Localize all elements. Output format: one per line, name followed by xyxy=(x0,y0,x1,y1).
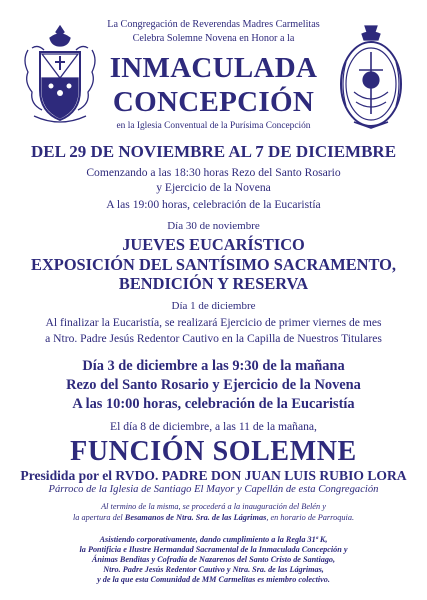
closing-line-2-end: , en horario de Parroquia. xyxy=(266,513,355,522)
footer-line-1: Asistiendo corporativamente, dando cumplimiento a la Regla 31ª K, xyxy=(99,535,328,544)
closing-line-2 xyxy=(0,513,427,522)
novena-line-2: y Ejercicio de la Novena xyxy=(156,181,271,194)
closing-line-2-start: la apertura del xyxy=(72,513,125,522)
funcion-solemne-title: FUNCIÓN SOLEMNE xyxy=(70,436,357,467)
day8-label: El día 8 de diciembre, a las 11 de la mañana, xyxy=(110,420,317,433)
novena-line-1: Comenzando a las 18:30 horas Rezo del Santo Rosario xyxy=(86,166,341,179)
presided-by: Presidida por el RVDO. PADRE DON JUAN LUIS RUBIO LORA xyxy=(20,468,407,483)
church-subtitle: en la Iglesia Conventual de la Purísima Concepción xyxy=(116,121,311,131)
title-inmaculada: INMACULADA xyxy=(109,52,318,84)
footer-line-2: la Pontificia e Ilustre Hermandad Sacramental de la Inmaculada Concepción y xyxy=(79,545,348,554)
day30-benediction: BENDICIÓN Y RESERVA xyxy=(118,274,309,293)
parish-priest-line: Párroco de la Iglesia de Santiago El Mayor y Capellán de esta Congregación xyxy=(48,484,379,495)
header-line-1: La Congregación de Reverendas Madres Carmelitas xyxy=(107,19,320,30)
footer-line-3: Ánimas Benditas y Cofradía de Nazarenos del Santo Cristo de Santiago, xyxy=(91,555,336,564)
day3-eucharist: A las 10:00 horas, celebración de la Eucaristía xyxy=(72,396,355,412)
day30-title: JUEVES EUCARÍSTICO xyxy=(122,235,305,254)
besamanos-text: Besamanos de Ntra. Sra. de las Lágrimas xyxy=(124,513,267,522)
day3-rosary: Rezo del Santo Rosario y Ejercicio de la Novena xyxy=(66,377,361,393)
day1-line-1: Al finalizar la Eucaristía, se realizará Ejercicio de primer viernes de mes xyxy=(45,316,382,329)
novena-line-3: A las 19:00 horas, celebración de la Eucaristía xyxy=(106,198,321,211)
day30-label: Día 30 de noviembre xyxy=(167,220,260,232)
novena-dates: DEL 29 DE NOVIEMBRE AL 7 DE DICIEMBRE xyxy=(30,142,397,161)
header-line-2: Celebra Solemne Novena en Honor a la xyxy=(132,33,295,44)
closing-line-1: Al termino de la misma, se procederá a la inauguración del Belén y xyxy=(101,502,326,511)
title-concepcion: CONCEPCIÓN xyxy=(112,86,315,118)
day30-exposition: EXPOSICIÓN DEL SANTÍSIMO SACRAMENTO, xyxy=(31,255,396,274)
footer-line-5: y de la que esta Comunidad de MM Carmelitas es miembro colectivo. xyxy=(97,575,330,584)
day3-heading: Día 3 de diciembre a las 9:30 de la mañana xyxy=(82,358,345,374)
day1-label: Día 1 de diciembre xyxy=(171,300,256,312)
footer-line-4: Ntro. Padre Jesús Redentor Cautivo y Ntra. Sra. de las Lágrimas, xyxy=(103,565,324,574)
day1-line-2: a Ntro. Padre Jesús Redentor Cautivo en la Capilla de Nuestros Titulares xyxy=(45,332,382,345)
